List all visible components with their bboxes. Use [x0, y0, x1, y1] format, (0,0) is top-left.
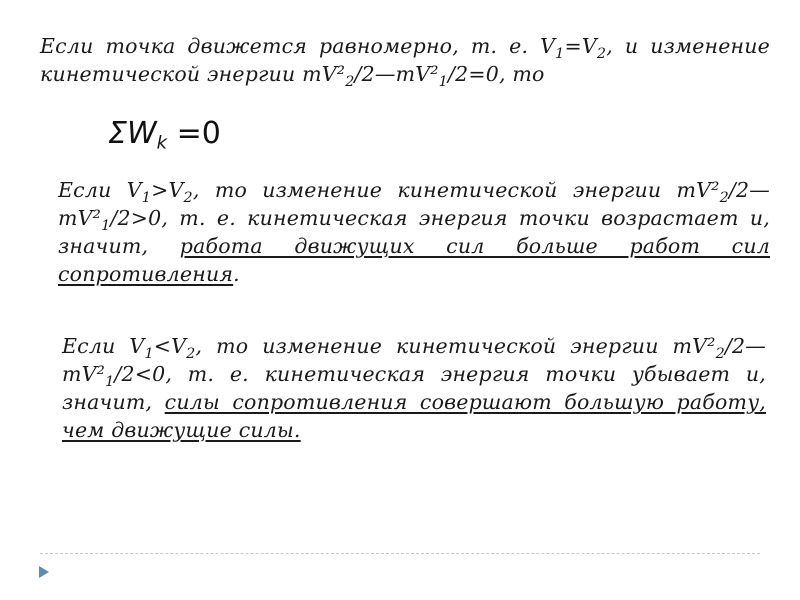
- paragraph-uniform-motion: Если точка движется равномерно, т. е. $V_1=V_2$, и изменение кинетической энергии $mV^2_2/2—mV^2_1/2=0$, то: [40, 34, 770, 91]
- paragraph-energy-decrease: Если $V_1<V_2$, то изменение кинетической энергии $mV^2_2/2—mV^2_1/2<0$, т. е. кинетическая энергия точки убывает и, значит, силы сопротивления совершают большую работу, чем движущие силы.: [62, 334, 767, 442]
- triangle-right-icon[interactable]: [39, 566, 49, 578]
- work-sum-formula: $\Sigma W_k =0$: [108, 116, 221, 154]
- underlined-conclusion: силы сопротивления совершают большую работу, чем движущие силы.: [62, 390, 767, 442]
- paragraph-energy-increase: Если $V_1>V_2$, то изменение кинетической энергии $mV^2_2/2—mV^2_1/2>0$, т. е. кинетическая энергия точки возрастает и, значит, работа движущих сил больше работ сил сопротивления.: [58, 178, 770, 286]
- footer-divider: [40, 553, 760, 554]
- underlined-conclusion: работа движущих сил больше работ сил сопротивления: [58, 234, 770, 286]
